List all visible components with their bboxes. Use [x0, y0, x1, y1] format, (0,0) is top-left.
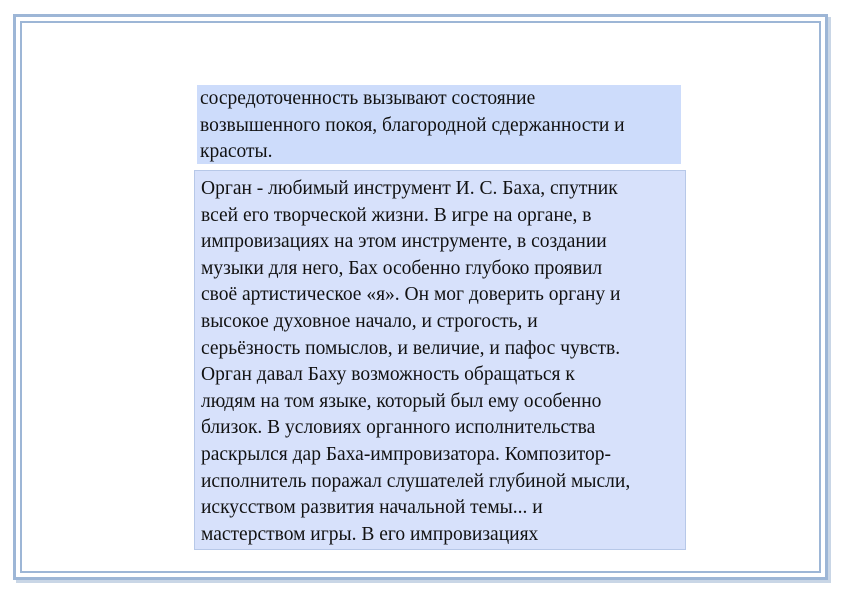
- main-text-line: своё артистическое «я». Он мог доверить органу и: [201, 284, 621, 306]
- top-text-line: сосредоточенность вызывают состояние: [200, 88, 536, 109]
- main-text-line: раскрылся дар Баха-импровизатора. Композитор-: [201, 443, 612, 465]
- main-text-line: импровизациях на этом инструменте, в создании: [201, 231, 607, 253]
- main-text-line: мастерством игры. В его импровизациях: [201, 523, 539, 545]
- main-text-line: исполнитель поражал слушателей глубиной мысли,: [201, 470, 631, 492]
- main-text-box: [194, 170, 686, 550]
- main-text-line: серьёзность помыслов, и величие, и пафос чувств.: [201, 337, 621, 359]
- main-text-line: близок. В условиях органного исполнительства: [201, 417, 596, 439]
- main-text-line: высокое духовное начало, и строгость, и: [201, 310, 538, 332]
- top-text-line: возвышенного покоя, благородной сдержанности и: [200, 114, 625, 136]
- main-text-line: искусством развития начальной темы... и: [201, 497, 543, 519]
- main-text-line: Орган - любимый инструмент И. С. Баха, спутник: [201, 178, 618, 199]
- main-text-line: всей его творческой жизни. В игре на органе, в: [201, 204, 592, 226]
- main-text-line: людям на том языке, который был ему особенно: [201, 390, 602, 412]
- main-text-line: музыки для него, Бах особенно глубоко проявил: [201, 257, 603, 279]
- top-text-box: [197, 85, 681, 164]
- top-text-line: красоты.: [200, 141, 273, 163]
- main-text-line: Орган давал Баху возможность обращаться к: [201, 364, 575, 386]
